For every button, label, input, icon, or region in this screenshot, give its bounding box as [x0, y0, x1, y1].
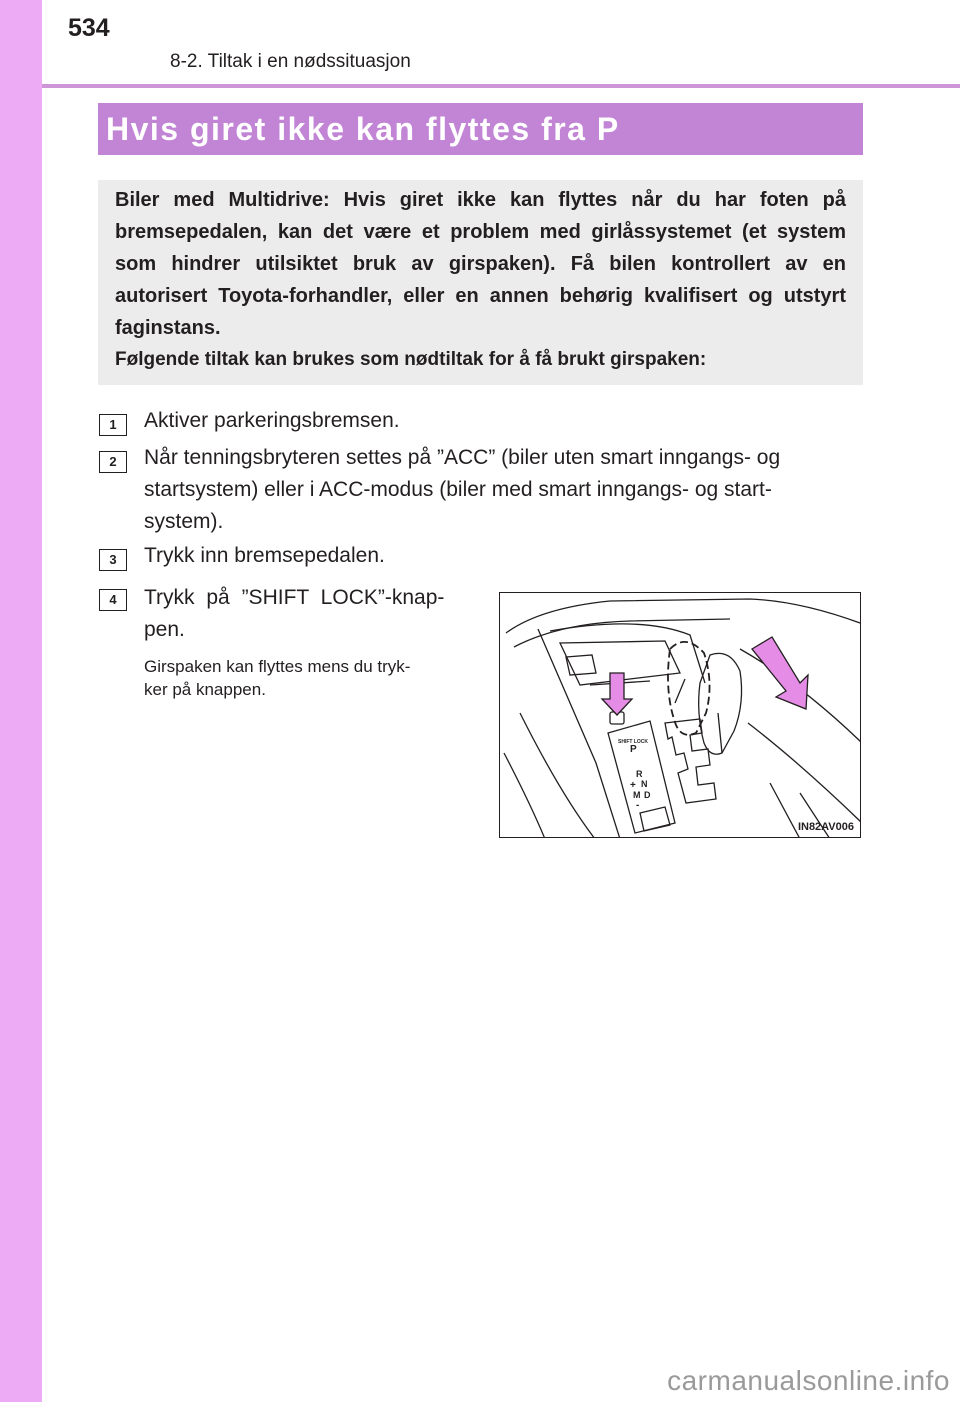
gate-label-r: R: [636, 769, 643, 779]
step-number: 4: [99, 589, 127, 611]
step-text-line-1: Trykk på ”SHIFT LOCK”-knap-: [144, 586, 445, 609]
gate-label-minus: -: [636, 800, 640, 811]
gate-label-plus: +: [630, 780, 636, 791]
watermark: carmanualsonline.info: [667, 1365, 950, 1396]
step-number: 2: [99, 451, 127, 473]
intro-text: Biler med Multidrive: Hvis giret ikke kan flyttes når du har foten på bremsepedalen, kan det være et problem med girlåssystemet (et system som hindrer utilsiktet bruk av girspaken). Få bilen kontrollert av en autorisert Toyota-forhandler, eller en annen behørig kvalifisert og utstyrt faginstans.: [115, 189, 846, 339]
intro-box: [98, 180, 863, 385]
gate-label-shift-lock: SHIFT LOCK: [618, 739, 648, 745]
page-number: 534: [68, 14, 110, 42]
step-text: Trykk inn bremsepedalen.: [144, 544, 385, 567]
step-text-line-1: Når tenningsbryteren settes på ”ACC” (biler uten smart inngangs- og: [144, 446, 781, 469]
header-divider: [42, 84, 960, 88]
step-text-line-3: system).: [144, 510, 224, 533]
step-sub-line-1: Girspaken kan flyttes mens du tryk-: [144, 657, 411, 676]
gate-label-m: M: [633, 790, 641, 800]
gate-label-n: N: [641, 779, 648, 789]
step-text: Aktiver parkeringsbremsen.: [144, 409, 400, 432]
step-text-line-2: pen.: [144, 618, 185, 641]
gate-label-p: P: [630, 744, 637, 755]
running-header: 8-2. Tiltak i en nødssituasjon: [170, 51, 411, 72]
step-number: 3: [99, 549, 127, 571]
shift-lock-illustration: [499, 592, 861, 838]
step-text-line-2: startsystem) eller i ACC-modus (biler med smart inngangs- og start-: [144, 478, 772, 501]
step-number: 1: [99, 414, 127, 436]
intro-note: Følgende tiltak kan brukes som nødtiltak for å få brukt girspaken:: [115, 349, 707, 370]
section-title-bar: [98, 103, 863, 155]
console-drawing: [500, 593, 861, 838]
gate-label-d: D: [644, 790, 651, 800]
figure-code: IN82AV006: [797, 821, 854, 833]
section-title: Hvis giret ikke kan flyttes fra P: [106, 111, 620, 147]
side-color-strip: [0, 0, 42, 1402]
step-sub-line-2: ker på knappen.: [144, 680, 266, 699]
